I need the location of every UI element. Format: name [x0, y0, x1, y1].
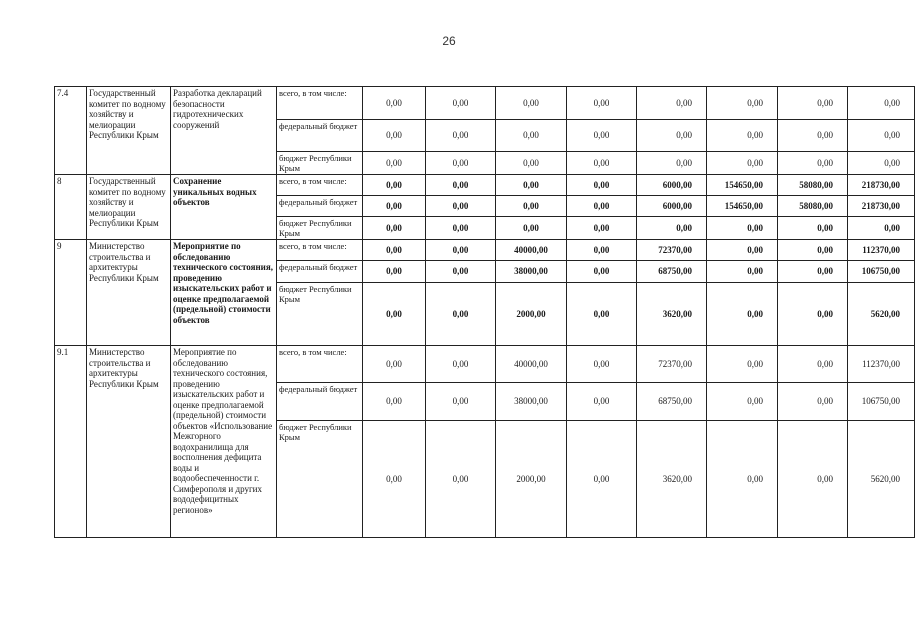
amount-cell: 0,00	[426, 175, 496, 196]
funding-category: федеральный бюджет	[277, 120, 363, 152]
amount-cell: 0,00	[363, 383, 426, 421]
measure-cell: Мероприятие по обследованию технического состояния, проведению изыскательских работ и оценке предполагаемой (предельной) стоимости объектов	[171, 240, 277, 346]
amount-cell: 0,00	[778, 87, 848, 120]
amount-cell: 0,00	[707, 421, 778, 538]
amount-cell: 0,00	[567, 383, 637, 421]
amount-cell: 58080,00	[778, 175, 848, 196]
amount-cell: 154650,00	[707, 196, 778, 217]
amount-cell: 0,00	[426, 346, 496, 383]
amount-cell: 0,00	[363, 87, 426, 120]
amount-cell: 2000,00	[496, 283, 567, 346]
executor-cell: Министерство строительства и архитектуры Республики Крым	[87, 346, 171, 538]
amount-cell: 0,00	[848, 120, 915, 152]
amount-cell: 0,00	[426, 120, 496, 152]
amount-cell: 218730,00	[848, 196, 915, 217]
amount-cell: 0,00	[778, 152, 848, 175]
amount-cell: 0,00	[707, 240, 778, 261]
amount-cell: 68750,00	[637, 261, 707, 283]
amount-cell: 0,00	[496, 217, 567, 240]
amount-cell: 0,00	[496, 152, 567, 175]
budget-table-body	[55, 87, 915, 538]
funding-category: всего, в том числе:	[277, 175, 363, 196]
amount-cell: 0,00	[567, 261, 637, 283]
amount-cell: 0,00	[426, 421, 496, 538]
amount-cell: 0,00	[567, 421, 637, 538]
amount-cell: 0,00	[778, 261, 848, 283]
amount-cell: 0,00	[567, 152, 637, 175]
amount-cell: 0,00	[363, 152, 426, 175]
amount-cell: 72370,00	[637, 240, 707, 261]
amount-cell: 0,00	[848, 217, 915, 240]
funding-category: федеральный бюджет	[277, 196, 363, 217]
funding-category: всего, в том числе:	[277, 346, 363, 383]
amount-cell: 40000,00	[496, 240, 567, 261]
amount-cell: 106750,00	[848, 383, 915, 421]
amount-cell: 0,00	[496, 87, 567, 120]
row-number: 9	[55, 240, 87, 346]
amount-cell: 106750,00	[848, 261, 915, 283]
amount-cell: 0,00	[637, 87, 707, 120]
funding-category: бюджет Республики Крым	[277, 152, 363, 175]
funding-category: бюджет Республики Крым	[277, 421, 363, 538]
table-row	[55, 346, 915, 383]
amount-cell: 0,00	[778, 283, 848, 346]
funding-category: федеральный бюджет	[277, 383, 363, 421]
amount-cell: 0,00	[707, 261, 778, 283]
amount-cell: 0,00	[426, 383, 496, 421]
amount-cell: 0,00	[707, 217, 778, 240]
amount-cell: 6000,00	[637, 196, 707, 217]
amount-cell: 0,00	[778, 217, 848, 240]
funding-category: всего, в том числе:	[277, 240, 363, 261]
amount-cell: 0,00	[426, 261, 496, 283]
amount-cell: 0,00	[778, 383, 848, 421]
amount-cell: 0,00	[363, 283, 426, 346]
amount-cell: 0,00	[567, 283, 637, 346]
row-number: 7.4	[55, 87, 87, 175]
amount-cell: 0,00	[426, 283, 496, 346]
amount-cell: 0,00	[363, 120, 426, 152]
amount-cell: 0,00	[707, 120, 778, 152]
amount-cell: 218730,00	[848, 175, 915, 196]
amount-cell: 0,00	[567, 217, 637, 240]
executor-cell: Министерство строительства и архитектуры Республики Крым	[87, 240, 171, 346]
amount-cell: 112370,00	[848, 240, 915, 261]
amount-cell: 58080,00	[778, 196, 848, 217]
amount-cell: 6000,00	[637, 175, 707, 196]
table-row	[55, 87, 915, 120]
amount-cell: 0,00	[707, 383, 778, 421]
amount-cell: 0,00	[363, 196, 426, 217]
amount-cell: 0,00	[426, 152, 496, 175]
amount-cell: 0,00	[707, 346, 778, 383]
amount-cell: 2000,00	[496, 421, 567, 538]
amount-cell: 40000,00	[496, 346, 567, 383]
amount-cell: 0,00	[707, 152, 778, 175]
amount-cell: 38000,00	[496, 261, 567, 283]
amount-cell: 0,00	[363, 421, 426, 538]
amount-cell: 38000,00	[496, 383, 567, 421]
budget-table	[54, 86, 915, 538]
funding-category: федеральный бюджет	[277, 261, 363, 283]
amount-cell: 5620,00	[848, 421, 915, 538]
amount-cell: 0,00	[363, 261, 426, 283]
row-number: 9.1	[55, 346, 87, 538]
amount-cell: 0,00	[426, 196, 496, 217]
amount-cell: 0,00	[848, 152, 915, 175]
amount-cell: 0,00	[848, 87, 915, 120]
amount-cell: 0,00	[778, 120, 848, 152]
row-number: 8	[55, 175, 87, 240]
amount-cell: 0,00	[363, 217, 426, 240]
funding-category: бюджет Республики Крым	[277, 217, 363, 240]
amount-cell: 0,00	[637, 152, 707, 175]
amount-cell: 0,00	[567, 120, 637, 152]
page-number: 26	[442, 34, 456, 48]
amount-cell: 0,00	[567, 87, 637, 120]
amount-cell: 0,00	[426, 87, 496, 120]
amount-cell: 0,00	[363, 175, 426, 196]
funding-category: всего, в том числе:	[277, 87, 363, 120]
amount-cell: 0,00	[496, 120, 567, 152]
amount-cell: 0,00	[426, 240, 496, 261]
measure-cell: Сохранение уникальных водных объектов	[171, 175, 277, 240]
amount-cell: 3620,00	[637, 283, 707, 346]
measure-cell: Мероприятие по обследованию технического состояния, проведению изыскательских работ и оценке предполагаемой (предельной) стоимости объектов «Использование Межгорного водохранилища для восполнения дефицита воды и водообеспеченности г. Симферополя и других вододефицитных регионов»	[171, 346, 277, 538]
amount-cell: 0,00	[567, 196, 637, 217]
amount-cell: 0,00	[637, 120, 707, 152]
amount-cell: 0,00	[496, 175, 567, 196]
measure-cell: Разработка деклараций безопасности гидротехнических сооружений	[171, 87, 277, 175]
amount-cell: 0,00	[426, 217, 496, 240]
amount-cell: 0,00	[363, 346, 426, 383]
amount-cell: 0,00	[567, 346, 637, 383]
amount-cell: 5620,00	[848, 283, 915, 346]
amount-cell: 0,00	[778, 240, 848, 261]
amount-cell: 0,00	[707, 283, 778, 346]
table-row	[55, 240, 915, 261]
amount-cell: 0,00	[567, 240, 637, 261]
amount-cell: 0,00	[637, 217, 707, 240]
amount-cell: 0,00	[567, 175, 637, 196]
table-row	[55, 175, 915, 196]
amount-cell: 0,00	[363, 240, 426, 261]
executor-cell: Государственный комитет по водному хозяйству и мелиорации Республики Крым	[87, 87, 171, 175]
amount-cell: 72370,00	[637, 346, 707, 383]
amount-cell: 0,00	[496, 196, 567, 217]
amount-cell: 0,00	[778, 421, 848, 538]
amount-cell: 0,00	[778, 346, 848, 383]
amount-cell: 68750,00	[637, 383, 707, 421]
amount-cell: 0,00	[707, 87, 778, 120]
amount-cell: 3620,00	[637, 421, 707, 538]
executor-cell: Государственный комитет по водному хозяйству и мелиорации Республики Крым	[87, 175, 171, 240]
funding-category: бюджет Республики Крым	[277, 283, 363, 346]
amount-cell: 112370,00	[848, 346, 915, 383]
amount-cell: 154650,00	[707, 175, 778, 196]
